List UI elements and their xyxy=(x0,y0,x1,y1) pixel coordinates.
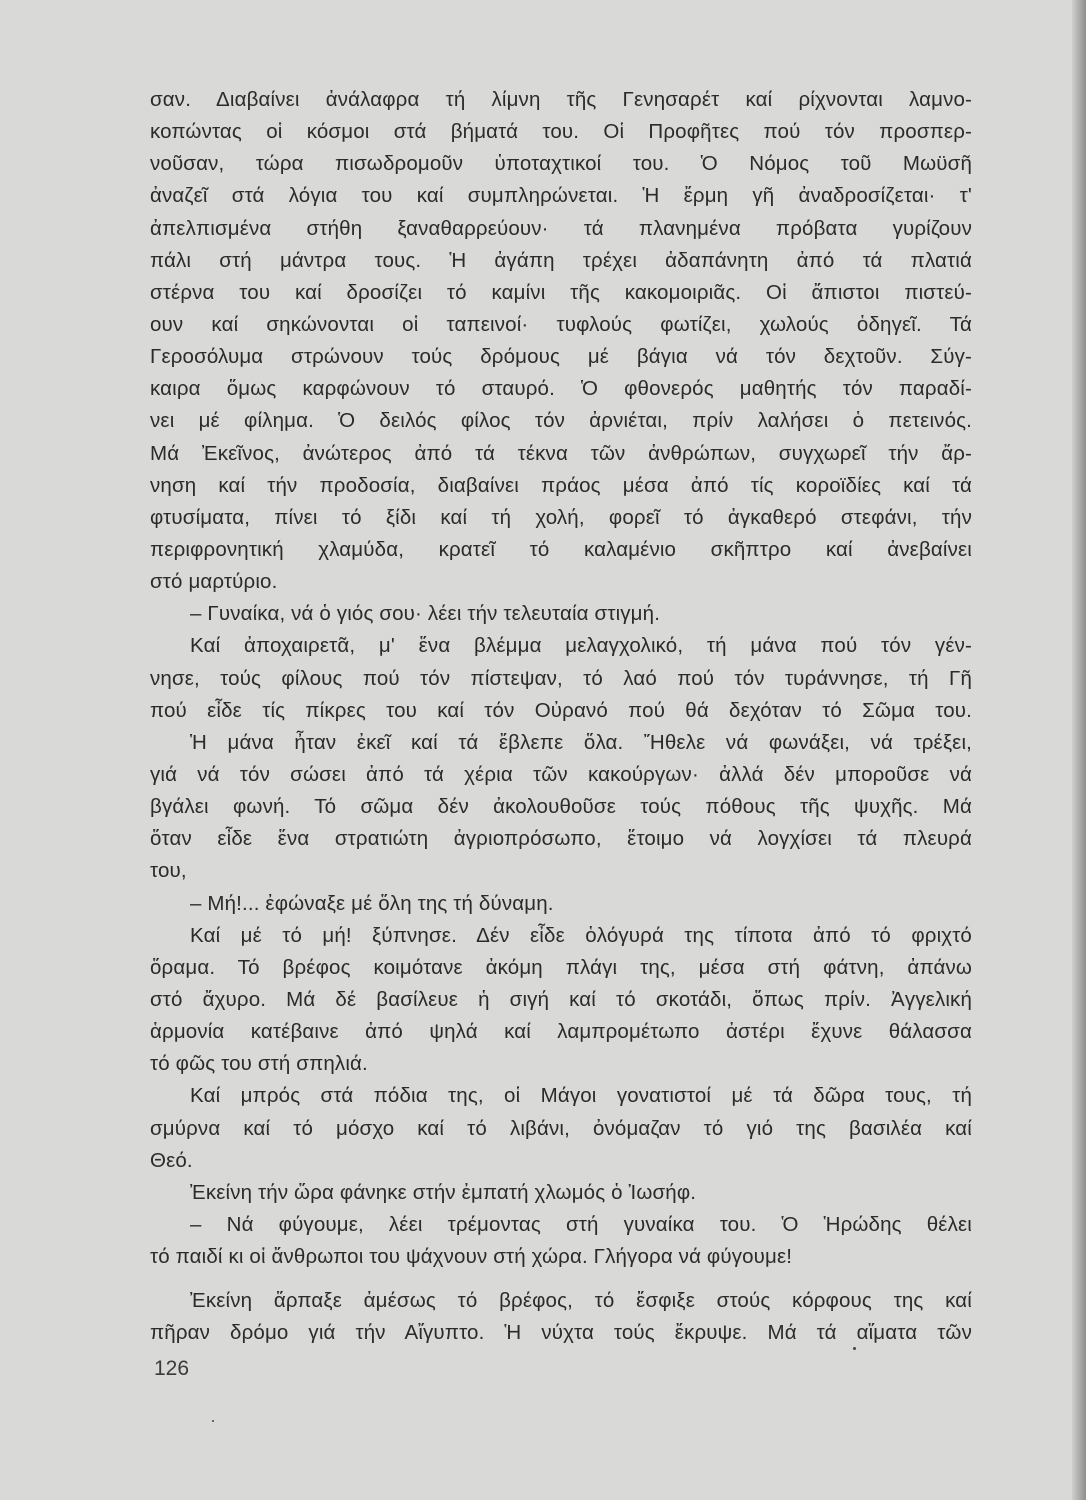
text-line: νησε, τούς φίλους πού τόν πίστεψαν, τό λαό πού τόν τυράννησε, τή Γῆ xyxy=(150,666,972,690)
scan-speck xyxy=(212,1420,214,1422)
text-line: ἁρμονία κατέβαινε ἀπό ψηλά καί λαμπρομέτωπο ἀστέρι ἔχυνε θάλασσα xyxy=(150,1020,972,1044)
text-line: ουν καί σηκώνονται οἱ ταπεινοί· τυφλούς φωτίζει, χωλούς ὁδηγεῖ. Τά xyxy=(150,312,972,336)
text-line: βγάλει φωνή. Τό σῶμα δέν ἀκολουθοῦσε τούς πόθους τῆς ψυχῆς. Μά xyxy=(150,795,972,819)
text-line: – Γυναίκα, νά ὁ γιός σου· λέει τήν τελευταία στιγμή. xyxy=(190,602,661,626)
page-edge-shadow xyxy=(1072,0,1086,1500)
paragraph-gap xyxy=(150,1273,972,1285)
page-number: 126 xyxy=(154,1357,190,1380)
text-line: νοῦσαν, τώρα πισωδρομοῦν ὑποταχτικοί του. Ὁ Νόμος τοῦ Μωϋσῆ xyxy=(150,152,972,176)
text-line: νηση καί τήν προδοσία, διαβαίνει πράος μέσα ἀπό τίς κοροϊδίες καί τά xyxy=(150,473,972,497)
text-line: νει μέ φίλημα. Ὁ δειλός φίλος τόν ἀρνιέται, πρίν λαλήσει ὁ πετεινός. xyxy=(150,409,972,433)
text-line: Μά Ἐκεῖνος, ἀνώτερος ἀπό τά τέκνα τῶν ἀνθρώπων, συγχωρεῖ τήν ἄρ- xyxy=(150,441,972,465)
text-line: φτυσίματα, πίνει τό ξίδι καί τή χολή, φορεῖ τό ἀγκαθερό στεφάνι, τήν xyxy=(150,505,972,529)
text-line: κοπώντας οἱ κόσμοι στά βήματά του. Οἱ Προφῆτες πού τόν προσπερ- xyxy=(150,120,972,144)
text-line: – Νά φύγουμε, λέει τρέμοντας στή γυναίκα του. Ὁ Ἡρώδης θέλει xyxy=(190,1212,972,1236)
text-line: ὅραμα. Τό βρέφος κοιμότανε ἀκόμη πλάγι της, μέσα στή φάτνη, ἀπάνω xyxy=(150,955,972,979)
text-line: ὅταν εἶδε ἕνα στρατιώτη ἀγριοπρόσωπο, ἕτοιμο νά λογχίσει τά πλευρά xyxy=(150,827,972,851)
text-line: Καί μέ τό μή! ξύπνησε. Δέν εἶδε ὁλόγυρά της τίποτα ἀπό τό φριχτό xyxy=(190,923,972,947)
text-line: ἀπελπισμένα στήθη ξαναθαρρεύουν· τά πλανημένα πρόβατα γυρίζουν xyxy=(150,216,972,240)
text-line: Ἡ μάνα ἦταν ἐκεῖ καί τά ἔβλεπε ὅλα. Ἤθελε νά φωνάξει, νά τρέξει, xyxy=(190,730,972,754)
text-line: καιρα ὅμως καρφώνουν τό σταυρό. Ὁ φθονερός μαθητής τόν παραδί- xyxy=(150,377,972,401)
text-line: Καί ἀποχαιρετᾶ, μ' ἕνα βλέμμα μελαγχολικό, τή μάνα πού τόν γέν- xyxy=(190,634,972,658)
text-line: Ἐκείνη ἅρπαξε ἀμέσως τό βρέφος, τό ἔσφιξε στούς κόρφους της καί xyxy=(190,1289,972,1313)
text-line: στέρνα του καί δροσίζει τό καμίνι τῆς κακομοιριᾶς. Οἱ ἄπιστοι πιστεύ- xyxy=(150,280,972,304)
text-line: σαν. Διαβαίνει ἀνάλαφρα τή λίμνη τῆς Γενησαρέτ καί ρίχνονται λαμνο- xyxy=(150,88,972,111)
body-text xyxy=(150,84,972,1349)
text-line: σμύρνα καί τό μόσχο καί τό λιβάνι, ὀνόμαζαν τό γιό της βασιλέα καί xyxy=(150,1116,972,1140)
text-line: πού εἶδε τίς πίκρες του καί τόν Οὐρανό πού θά δεχόταν τό Σῶμα του. xyxy=(150,698,972,722)
text-line: τό φῶς του στή σπηλιά. xyxy=(150,1052,368,1076)
text-line: στό ἄχυρο. Μά δέ βασίλευε ἡ σιγή καί τό σκοτάδι, ὅπως πρίν. Ἀγγελική xyxy=(150,987,972,1011)
text-line: – Μή!... ἐφώναξε μέ ὅλη της τή δύναμη. xyxy=(190,891,554,915)
text-line: πάλι στή μάντρα τους. Ἡ ἀγάπη τρέχει ἀδαπάνητη ἀπό τά πλατιά xyxy=(150,248,972,272)
text-line: στό μαρτύριο. xyxy=(150,570,278,594)
text-line: Καί μπρός στά πόδια της, οἱ Μάγοι γονατιστοί μέ τά δῶρα τους, τή xyxy=(190,1084,972,1108)
text-line: Γεροσόλυμα στρώνουν τούς δρόμους μέ βάγια νά τόν δεχτοῦν. Σύγ- xyxy=(150,345,972,369)
text-line: τό παιδί κι οἱ ἄνθρωποι του ψάχνουν στή χώρα. Γλήγορα νά φύγουμε! xyxy=(150,1245,793,1269)
scan-speck xyxy=(853,1347,856,1350)
text-line: γιά νά τόν σώσει ἀπό τά χέρια τῶν κακούργων· ἀλλά δέν μποροῦσε νά xyxy=(150,762,972,786)
text-line: Ἐκείνη τήν ὥρα φάνηκε στήν ἐμπατή χλωμός ὁ Ἰωσήφ. xyxy=(190,1180,697,1204)
text-line: περιφρονητική χλαμύδα, κρατεῖ τό καλαμένιο σκῆπτρο καί ἀνεβαίνει xyxy=(150,537,972,561)
text-line: του, xyxy=(150,859,187,883)
text-line: ἀναζεῖ στά λόγια του καί συμπληρώνεται. Ἡ ἔρμη γῆ ἀναδροσίζεται· τ' xyxy=(150,184,972,208)
text-line: Θεό. xyxy=(150,1148,193,1172)
text-line: πῆραν δρόμο γιά τήν Αἴγυπτο. Ἡ νύχτα τούς ἔκρυψε. Μά τά αἵματα τῶν xyxy=(150,1321,972,1345)
